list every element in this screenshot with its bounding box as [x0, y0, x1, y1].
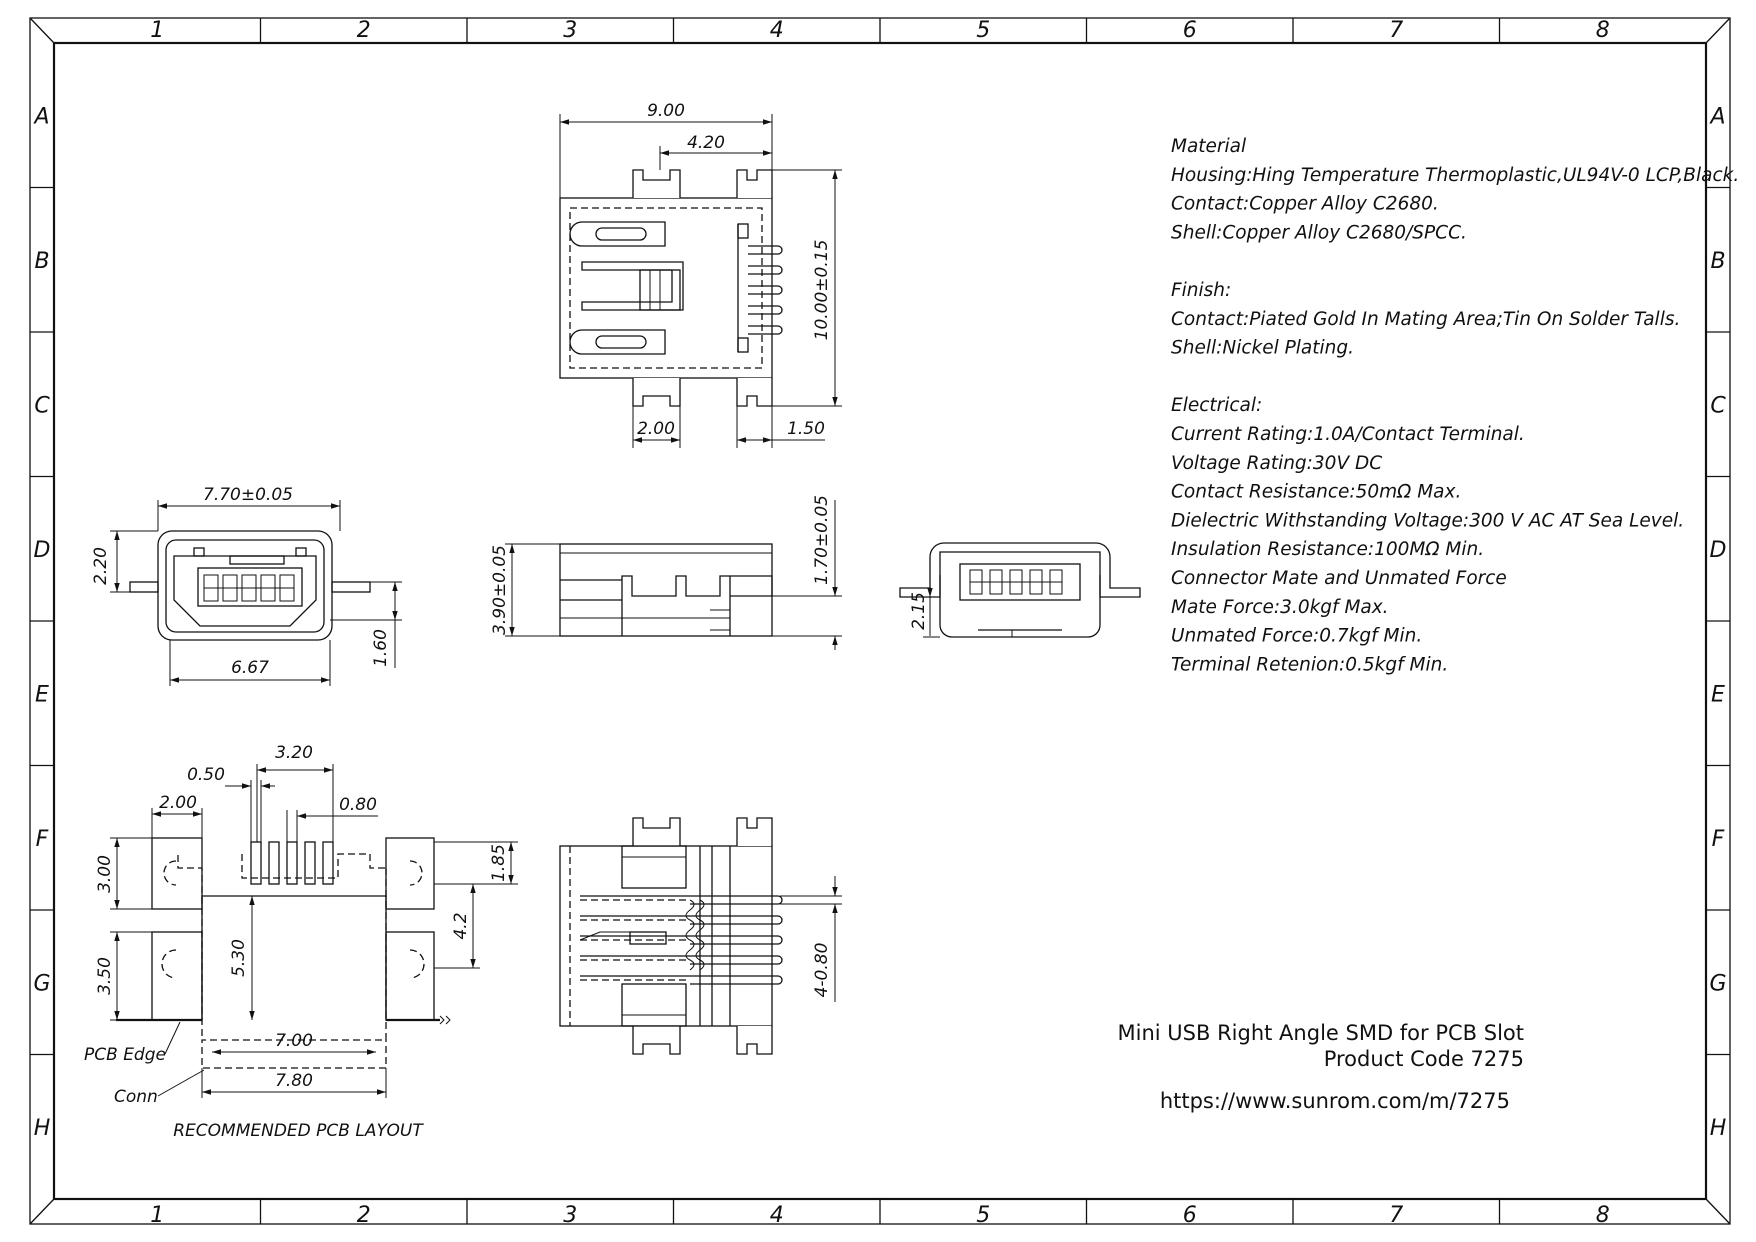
spec-line: Shell:Nickel Plating. [1171, 337, 1355, 359]
dim-pcb-pin-span: 3.20 [275, 743, 313, 763]
spec-line: Contact:Piated Gold In Mating Area;Tin On Solder Talls. [1171, 308, 1681, 330]
pcb-layout-caption: RECOMMENDED PCB LAYOUT [173, 1121, 423, 1141]
dim-bottom-pins: 4-0.80 [812, 942, 832, 998]
dim-pcb-cutout-width: 7.00 [275, 1031, 313, 1051]
spec-line: Dielectric Withstanding Voltage:300 V AC AT Sea Level. [1171, 510, 1685, 532]
grid-col-bottom-2: 2 [356, 1203, 371, 1228]
grid-row-left-D: D [33, 537, 51, 563]
grid-col-top-4: 4 [769, 18, 784, 43]
grid-row-left-F: F [35, 826, 49, 852]
grid-col-top-2: 2 [356, 18, 371, 43]
grid-row-left-A: A [34, 104, 50, 130]
spec-line: Voltage Rating:30V DC [1171, 452, 1383, 474]
dim-front-width: 7.70±0.05 [203, 485, 293, 505]
dim-top-tab-span: 4.20 [687, 133, 725, 153]
grid-col-bottom-3: 3 [563, 1203, 578, 1228]
dim-pcb-pin-length: 1.85 [489, 844, 509, 882]
grid-col-bottom-5: 5 [976, 1203, 991, 1228]
rear-view [900, 543, 1140, 637]
bottom-view [560, 818, 842, 1054]
dim-top-pin-ext: 1.50 [787, 419, 825, 439]
grid-row-left-G: G [33, 971, 51, 997]
label-conn: Conn [114, 1087, 158, 1107]
spec-line: Contact Resistance:50mΩ Max. [1171, 481, 1462, 503]
spec-line: Contact:Copper Alloy C2680. [1171, 193, 1439, 215]
dim-pcb-pad-width: 2.00 [159, 793, 197, 813]
dim-pcb-offset: 4.2 [451, 912, 471, 940]
dim-side-height: 3.90±0.05 [490, 545, 510, 635]
grid-col-top-3: 3 [563, 18, 578, 43]
dim-top-tab-width: 2.00 [637, 419, 675, 439]
dim-front-flange: 2.20 [91, 547, 111, 585]
spec-line: Unmated Force:0.7kgf Min. [1171, 625, 1423, 647]
grid-row-right-C: C [1710, 393, 1726, 419]
grid-row-right-F: F [1711, 826, 1725, 852]
grid-col-bottom-4: 4 [769, 1203, 784, 1228]
spec-line: Mate Force:3.0kgf Max. [1171, 596, 1389, 618]
grid-row-right-A: A [1710, 104, 1726, 130]
front-view [91, 485, 402, 686]
dim-front-bottom: 6.67 [231, 658, 269, 678]
dim-pcb-pitch: 0.80 [339, 795, 377, 815]
grid-row-right-H: H [1709, 1115, 1727, 1141]
grid-col-top-6: 6 [1182, 18, 1197, 43]
spec-line: Shell:Copper Alloy C2680/SPCC. [1171, 222, 1467, 244]
spec-line: Current Rating:1.0A/Contact Terminal. [1171, 424, 1525, 445]
side-view [490, 495, 842, 650]
title-block-product-code: Product Code 7275 [1323, 1047, 1524, 1071]
dim-pcb-pin-width: 0.50 [187, 765, 225, 785]
grid-row-left-C: C [34, 393, 50, 419]
grid-col-top-5: 5 [976, 18, 991, 43]
title-block-url[interactable]: https://www.sunrom.com/m/7275 [1159, 1089, 1510, 1113]
label-pcb-edge: PCB Edge [84, 1045, 166, 1065]
grid-col-top-7: 7 [1389, 18, 1404, 43]
dim-front-height: 1.60 [371, 629, 391, 667]
spec-line: Electrical: [1171, 395, 1263, 417]
dim-pcb-cutout-depth: 5.30 [229, 939, 249, 977]
spec-line: Finish: [1171, 280, 1232, 301]
spec-line: Material [1171, 136, 1247, 157]
dim-rear-height: 2.15 [909, 592, 929, 630]
grid-row-right-D: D [1709, 537, 1727, 563]
grid-row-left-E: E [35, 682, 49, 708]
grid-row-left-H: H [33, 1115, 51, 1141]
spec-line: Housing:Hing Temperature Thermoplastic,UL94V-0 LCP,Black. [1171, 164, 1740, 186]
dim-pcb-pad-height: 3.00 [95, 855, 115, 893]
title-block [1118, 1021, 1524, 1113]
spec-line: Terminal Retenion:0.5kgf Min. [1171, 654, 1449, 676]
grid-row-labels [32, 104, 1726, 1141]
dim-top-length: 10.00±0.15 [812, 239, 832, 341]
grid-row-right-G: G [1709, 971, 1727, 997]
spec-line: Insulation Resistance:100MΩ Min. [1171, 539, 1485, 561]
dim-top-width: 9.00 [647, 101, 685, 121]
spec-line: Connector Mate and Unmated Force [1171, 568, 1507, 589]
grid-row-right-B: B [1710, 248, 1726, 274]
spec-notes [1171, 136, 1739, 675]
dim-side-pin-height: 1.70±0.05 [812, 495, 832, 585]
grid-row-left-B: B [34, 248, 50, 274]
title-block-title: Mini USB Right Angle SMD for PCB Slot [1117, 1021, 1524, 1045]
grid-col-bottom-7: 7 [1389, 1203, 1404, 1228]
grid-col-top-1: 1 [150, 18, 165, 43]
grid-col-top-8: 8 [1595, 18, 1610, 43]
grid-col-bottom-8: 8 [1595, 1203, 1610, 1228]
top-view [560, 101, 842, 448]
dim-pcb-lower-pad: 3.50 [95, 957, 115, 995]
pcb-layout-view [84, 743, 518, 1141]
grid-col-bottom-6: 6 [1182, 1203, 1197, 1228]
grid-row-right-E: E [1711, 682, 1725, 708]
grid-col-bottom-1: 1 [150, 1203, 165, 1228]
dim-pcb-conn-width: 7.80 [275, 1071, 313, 1091]
